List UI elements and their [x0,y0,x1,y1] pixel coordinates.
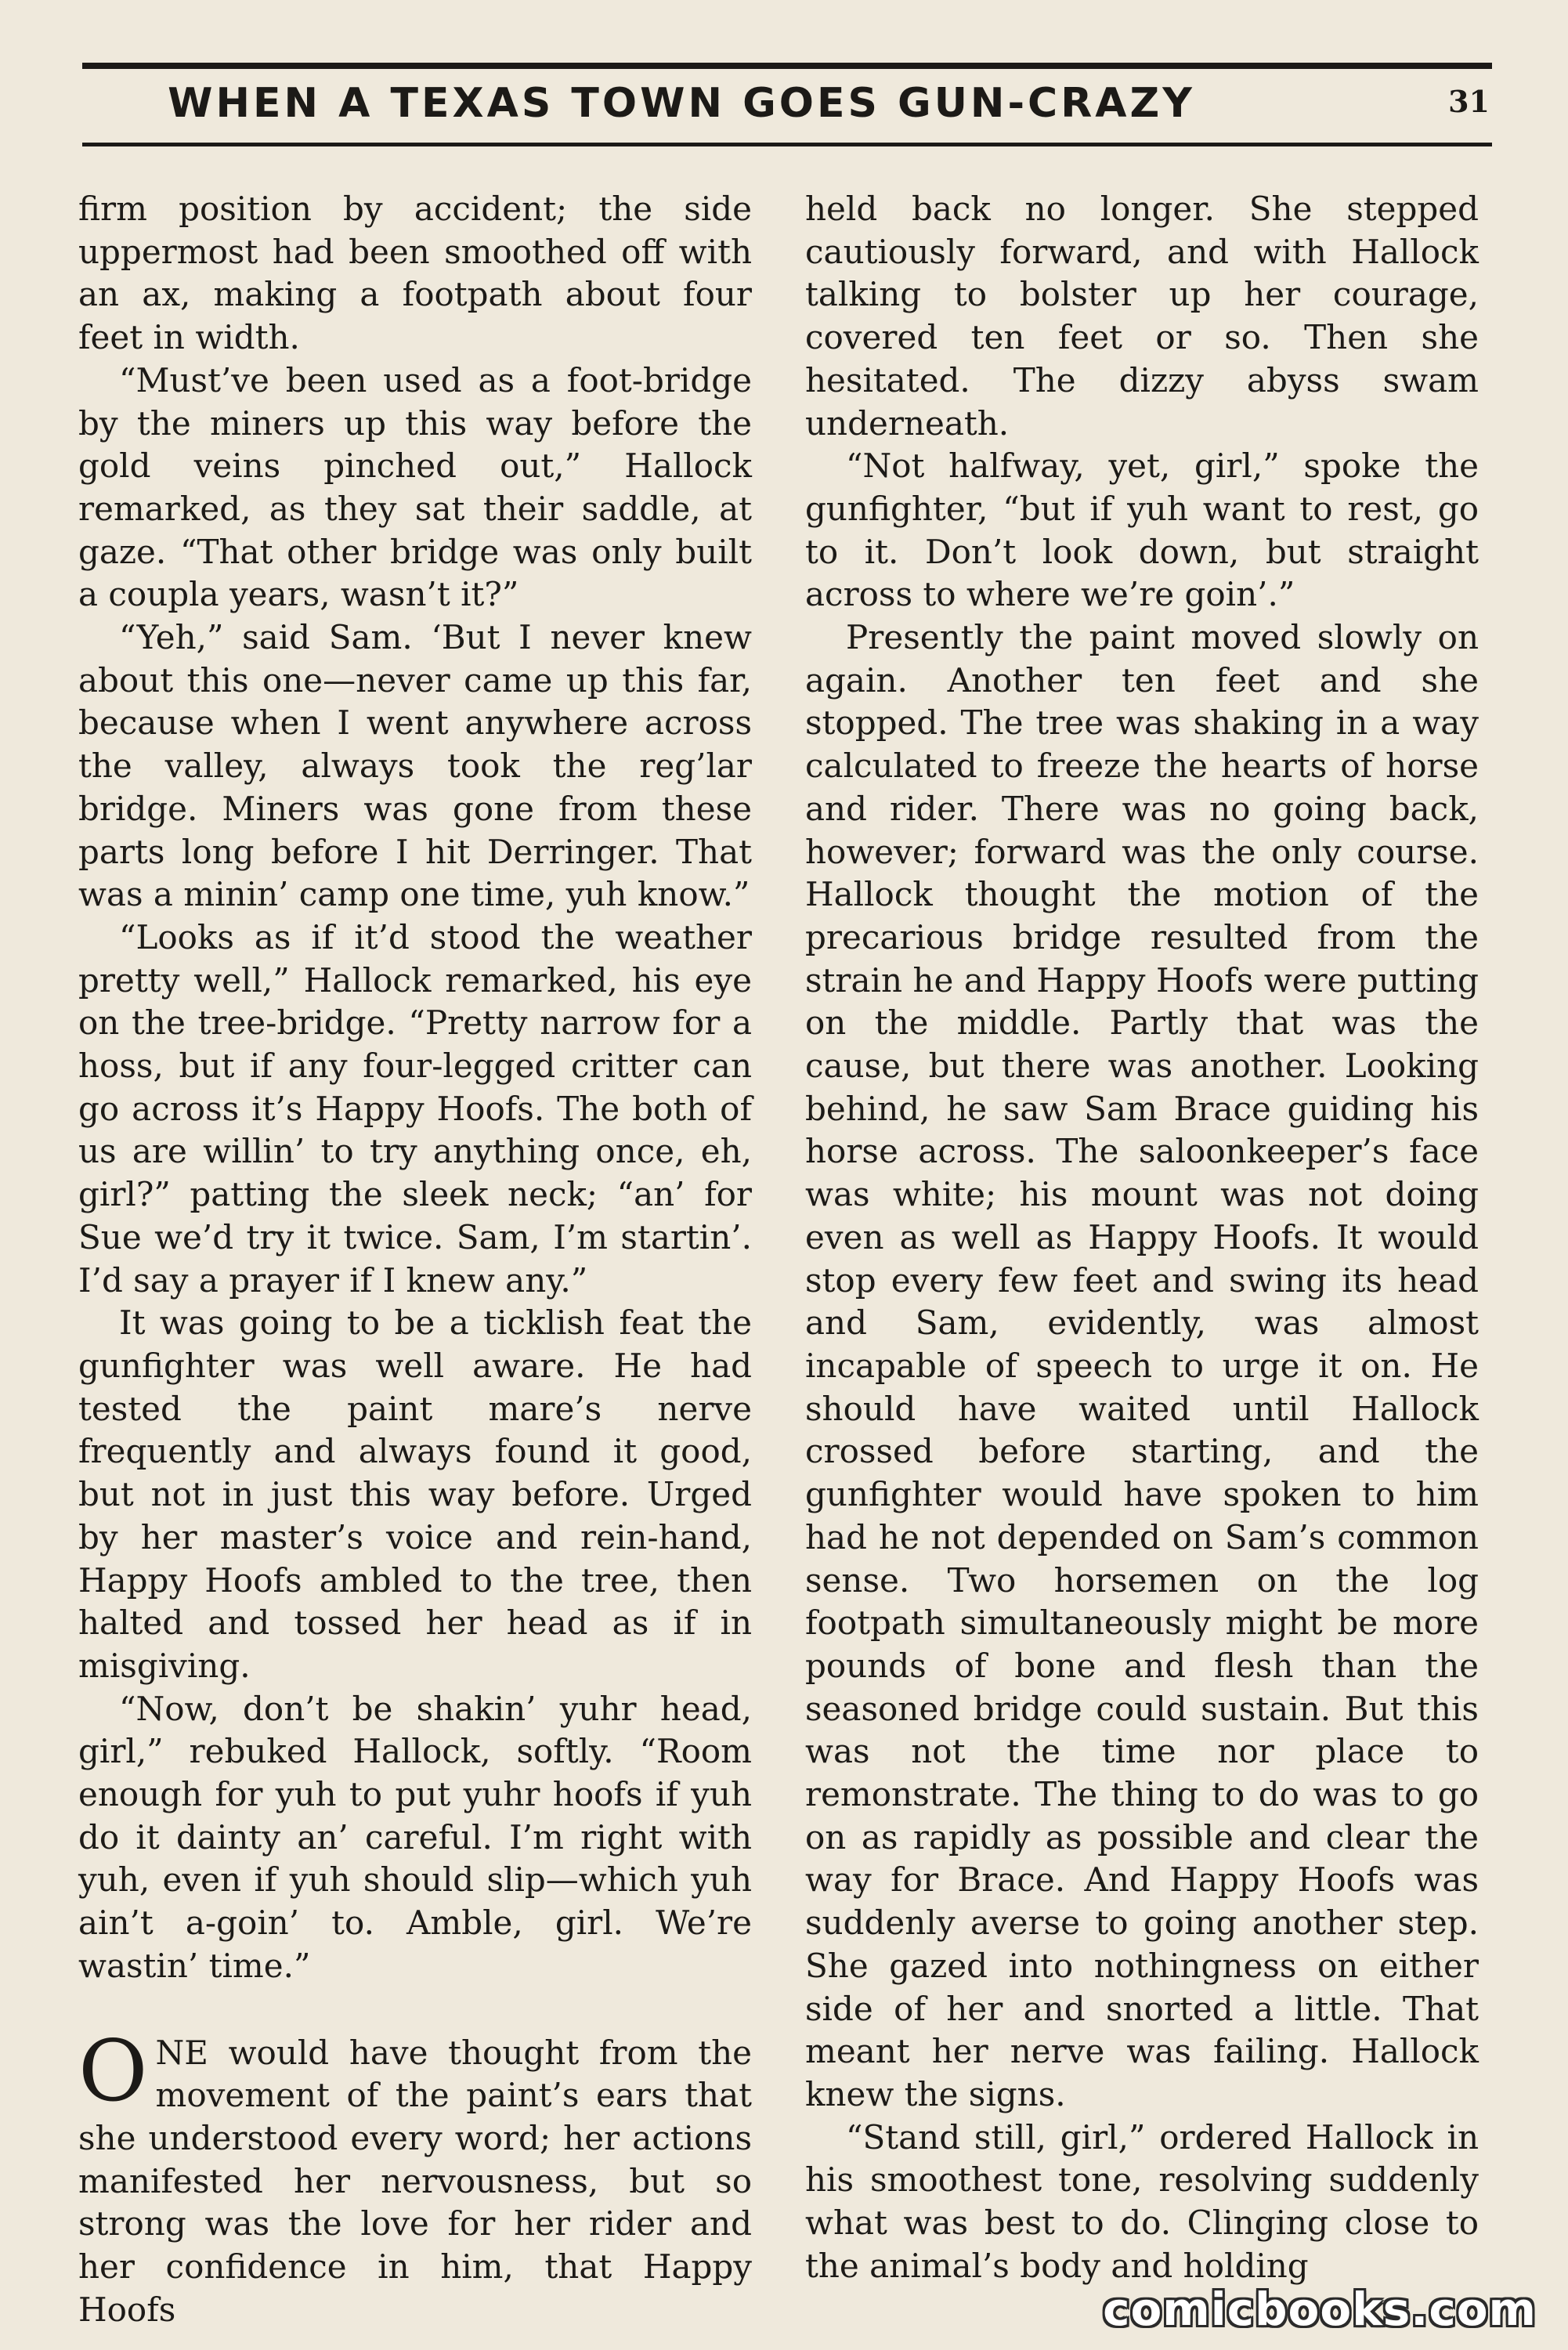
right-text-column [805,188,1479,2287]
left-text-column [78,188,752,2331]
paragraph: It was going to be a ticklish feat the gunfighter was well aware. He had tested the paint mare’s nerve frequently and always found it good, but not in just this way before. Urged by her master’s voice and rein-hand, Happy Hoofs ambled to the tree, then halted and tossed her head as if in misgiving. [78,1303,752,1685]
page-number: 31 [1448,84,1490,119]
header-rule-top [82,63,1492,69]
paragraph: “Yeh,” said Sam. ‘But I never knew about this one—never came up this far, because when I went anywhere across the valley, always took the reg’lar bridge. Miners was gone from these parts long before I hit Derringer. That was a minin’ camp one time, yuh know.” [78,618,752,914]
paragraph: firm position by accident; the side uppermost had been smoothed off with an ax, making a footpath about four feet in width. [78,190,752,357]
running-header-title: WHEN A TEXAS TOWN GOES GUN-CRAZY [168,80,1195,127]
paragraph: “Not halfway, yet, girl,” spoke the gunfighter, “but if yuh want to rest, go to it. Don’t look down, but straight across to where we’re goin’.” [805,446,1479,614]
paragraph: held back no longer. She stepped cautiously forward, and with Hallock talking to bolster up her courage, covered ten feet or so. Then she hesitated. The dizzy abyss swam underneath. [805,190,1479,443]
paragraph: “Stand still, girl,” ordered Hallock in his smoothest tone, resolving suddenly what was best to do. Clinging close to the animal’s body and holding [805,2117,1479,2285]
site-watermark: comicbooks.com [1103,2283,1537,2336]
drop-cap-letter: O [78,2022,148,2120]
header-rule-bottom [82,143,1492,146]
paragraph: Presently the paint moved slowly on again. Another ten feet and she stopped. The tree was shaking in a way calculated to freeze the hearts of horse and rider. There was no going back, however; forward was the only course. Hallock thought the motion of the precarious bridge resulted from the strain he and Happy Hoofs were putting on the middle. Partly that was the cause, but there was another. Looking behind, he saw Sam Brace guiding his horse across. The saloonkeeper’s face was white; his mount was not doing even as well as Happy Hoofs. It would stop every few feet and swing its head and Sam, evidently, was almost incapable of speech to urge it on. He should have waited until Hallock crossed before starting, and the gunfighter would have spoken to him had he not depended on Sam’s common sense. Two horsemen on the log footpath simultaneously might be more pounds of bone and flesh than the seasoned bridge could sustain. But this was not the time nor place to remonstrate. The thing to do was to go on as rapidly as possible and clear the way for Brace. And Happy Hoofs was suddenly averse to going another step. She gazed into nothingness on either side of her and snorted a little. That meant her nerve was failing. Hallock knew the signs. [805,618,1479,2113]
paragraph: “Looks as if it’d stood the weather pretty well,” Hallock remarked, his eye on the tree-bridge. “Pretty narrow for a hoss, but if any four-legged critter can go across it’s Happy Hoofs. The both of us are willin’ to try anything once, eh, girl?” patting the sleek neck; “an’ for Sue we’d try it twice. Sam, I’m startin’. I’d say a prayer if I knew any.” [78,917,752,1300]
section-start-paragraph [78,2022,752,2332]
paragraph-text: NE would have thought from the movement of the paint’s ears that she understood every word; her actions manifested her nervousness, but so strong was the love for her rider and her confidence in him, that Happy Hoofs [78,2033,752,2329]
paragraph: “Must’ve been used as a foot-bridge by the miners up this way before the gold veins pinched out,” Hallock remarked, as they sat their saddle, at gaze. “That other bridge was only built a coupla years, wasn’t it?” [78,360,752,614]
paragraph: “Now, don’t be shakin’ yuhr head, girl,” rebuked Hallock, softly. “Room enough for yuh to put yuhr hoofs if yuh do it dainty an’ careful. I’m right with yuh, even if yuh should slip—which yuh ain’t a-goin’ to. Amble, girl. We’re wastin’ time.” [78,1689,752,1985]
